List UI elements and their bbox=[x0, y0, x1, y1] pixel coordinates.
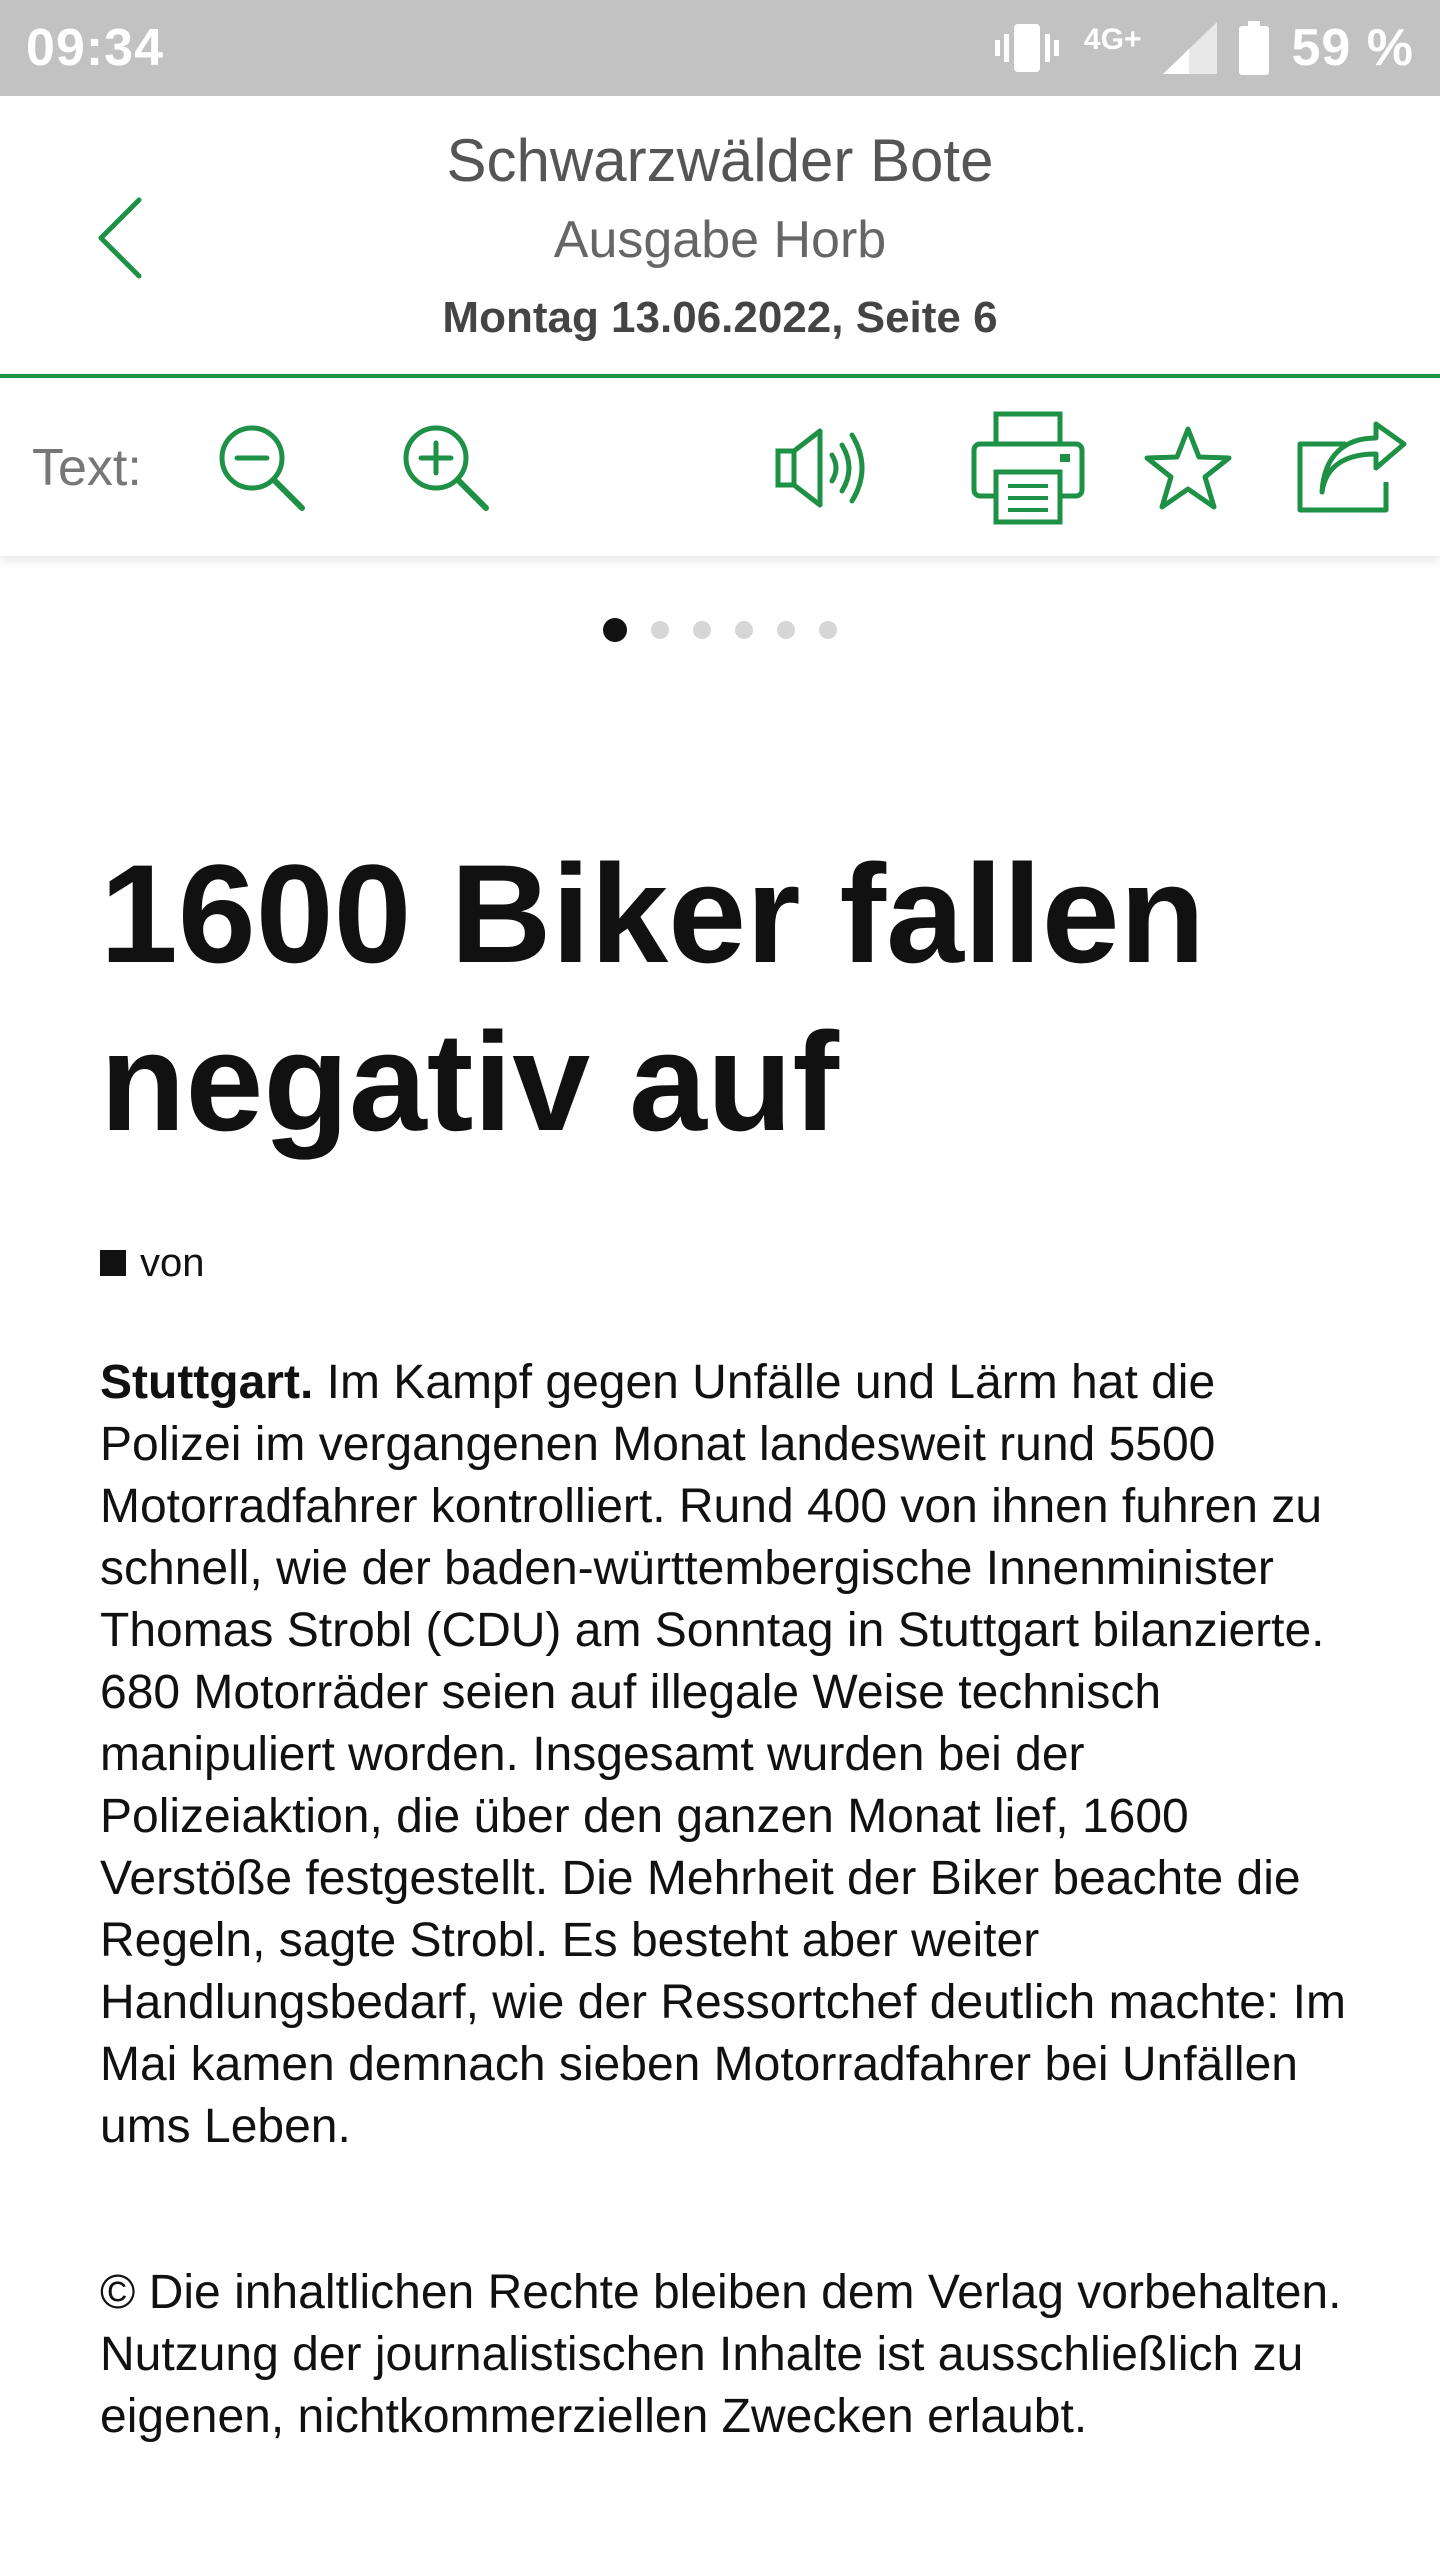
battery-percent: 59 % bbox=[1291, 19, 1414, 77]
share-icon bbox=[1294, 420, 1410, 516]
page-indicator bbox=[0, 618, 1440, 642]
article-headline: 1600 Biker fallen negativ auf bbox=[100, 835, 1206, 1160]
page-dot[interactable] bbox=[603, 618, 627, 642]
signal-icon bbox=[1163, 22, 1217, 74]
zoom-out-icon bbox=[212, 418, 312, 518]
network-4g-icon bbox=[1083, 23, 1142, 56]
page-dot[interactable] bbox=[693, 621, 711, 639]
page-dot[interactable] bbox=[777, 621, 795, 639]
star-icon bbox=[1143, 423, 1233, 513]
battery-icon bbox=[1239, 21, 1269, 75]
article-body bbox=[100, 1352, 1360, 2158]
byline-text: von bbox=[140, 1241, 205, 1285]
text-size-label: Text: bbox=[32, 439, 142, 497]
status-icons bbox=[992, 18, 1414, 78]
zoom-in-icon bbox=[396, 418, 496, 518]
article bbox=[100, 830, 1360, 2448]
byline-marker-icon bbox=[100, 1250, 126, 1276]
share-button[interactable] bbox=[1290, 406, 1414, 530]
page-dot[interactable] bbox=[819, 621, 837, 639]
zoom-out-button[interactable] bbox=[200, 406, 324, 530]
article-body-text: Im Kampf gegen Unfälle und Lärm hat die Polizei im vergangenen Monat landesweit rund 5500 Motorradfahrer kontrolliert. Rund 400 von ihnen fuhren zu schnell, wie der baden-württembergische Innenminister Thomas Strobl (CDU) am Sonntag in Stuttgart bilanzierte. 680 Motorräder seien auf illegale Weise technisch manipuliert worden. Insgesamt wurden bei der Polizeiaktion, die über den ganzen Monat lief, 1600 Verstöße festgestellt. Die Mehrheit der Biker beachte die Regeln, sagte Strobl. Es besteht aber weiter Handlungsbedarf, wie der Ressortchef deutlich machte: Im Mai kamen demnach sieben Motorradfahrer bei Unfällen ums Leben. bbox=[100, 1356, 1346, 2153]
bookmark-button[interactable] bbox=[1126, 406, 1250, 530]
page-dot[interactable] bbox=[735, 621, 753, 639]
printer-icon bbox=[970, 410, 1086, 526]
paper-title: Schwarzwälder Bote bbox=[446, 127, 994, 194]
issue-date: Montag 13.06.2022, Seite 6 bbox=[442, 293, 998, 342]
byline bbox=[100, 1238, 1360, 1288]
article-dateline: Stuttgart. bbox=[100, 1356, 314, 1409]
read-aloud-button[interactable] bbox=[762, 406, 886, 530]
speaker-icon bbox=[772, 423, 876, 513]
copyright-notice: © Die inhaltlichen Rechte bleiben dem Verlag vorbehalten. Nutzung der journalistischen Inhalte ist ausschließlich zu eigenen, nichtkommerziellen Zwecken erlaubt. bbox=[100, 2266, 1342, 2443]
page-dot[interactable] bbox=[651, 621, 669, 639]
article-toolbar bbox=[0, 378, 1440, 556]
vibrate-icon bbox=[992, 20, 1062, 76]
print-button[interactable] bbox=[966, 406, 1090, 530]
header-text bbox=[0, 96, 1440, 344]
network-type: 4G+ bbox=[1083, 23, 1142, 56]
back-button[interactable] bbox=[80, 188, 160, 288]
zoom-in-button[interactable] bbox=[384, 406, 508, 530]
app-header bbox=[0, 96, 1440, 378]
status-bar bbox=[0, 0, 1440, 96]
status-time: 09:34 bbox=[26, 19, 164, 77]
chevron-left-icon bbox=[95, 196, 145, 280]
edition-name: Ausgabe Horb bbox=[553, 211, 887, 269]
